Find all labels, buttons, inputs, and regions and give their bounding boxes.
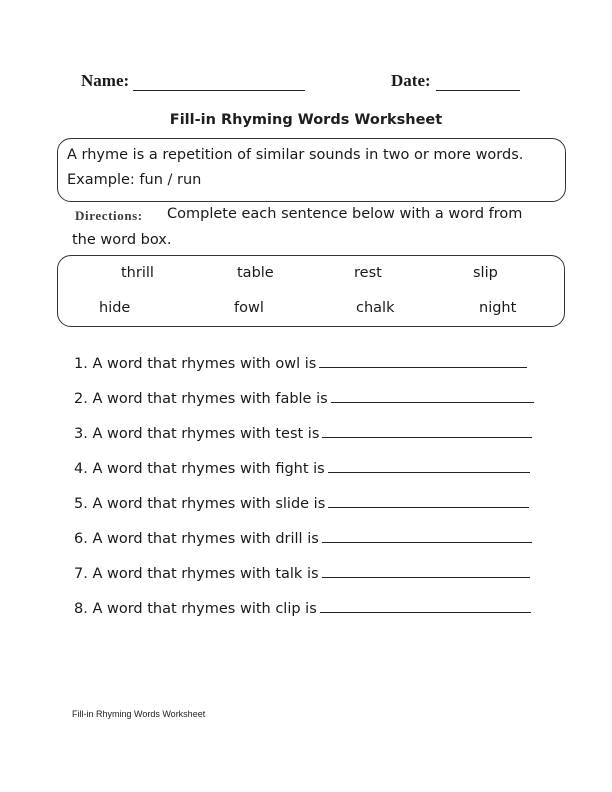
question-text: 7. A word that rhymes with talk is: [74, 566, 319, 582]
question-2: [74, 388, 534, 407]
question-text: 8. A word that rhymes with clip is: [74, 601, 317, 617]
question-5: [74, 493, 529, 512]
example-text: Example: fun / run: [67, 172, 202, 188]
footer-text: Fill-in Rhyming Words Worksheet: [72, 709, 206, 719]
answer-blank[interactable]: [328, 493, 529, 508]
word-box-word: night: [479, 300, 517, 316]
question-text: 4. A word that rhymes with fight is: [74, 461, 325, 477]
answer-blank[interactable]: [320, 598, 531, 613]
directions-label: Directions:: [75, 208, 143, 223]
question-7: [74, 563, 530, 582]
question-4: [74, 458, 530, 477]
answer-blank[interactable]: [322, 563, 530, 578]
question-3: [74, 423, 532, 442]
question-6: [74, 528, 532, 547]
question-8: [74, 598, 531, 617]
question-text: 6. A word that rhymes with drill is: [74, 531, 319, 547]
word-box-word: table: [237, 265, 274, 281]
question-text: 2. A word that rhymes with fable is: [74, 391, 328, 407]
word-box-word: hide: [99, 300, 131, 316]
date-field[interactable]: [436, 74, 520, 91]
answer-blank[interactable]: [328, 458, 530, 473]
directions-text-continued: the word box.: [72, 232, 172, 248]
date-label: Date:: [391, 71, 431, 90]
word-box-word: fowl: [234, 300, 264, 316]
answer-blank[interactable]: [322, 423, 532, 438]
name-field[interactable]: [133, 74, 305, 91]
name-label: Name:: [81, 71, 130, 90]
word-box-word: rest: [354, 265, 382, 281]
question-text: 1. A word that rhymes with owl is: [74, 356, 317, 372]
word-box-word: slip: [473, 265, 498, 281]
answer-blank[interactable]: [322, 528, 532, 543]
definition-text: A rhyme is a repetition of similar sounds in two or more words.: [67, 147, 524, 163]
question-text: 5. A word that rhymes with slide is: [74, 496, 326, 512]
word-box-word: chalk: [356, 300, 395, 316]
question-1: [74, 353, 527, 372]
question-text: 3. A word that rhymes with test is: [74, 426, 320, 442]
answer-blank[interactable]: [319, 353, 527, 368]
worksheet-title: Fill-in Rhyming Words Worksheet: [169, 112, 443, 128]
word-box-word: thrill: [121, 265, 154, 281]
directions-text: Complete each sentence below with a word from: [167, 206, 523, 222]
answer-blank[interactable]: [331, 388, 534, 403]
